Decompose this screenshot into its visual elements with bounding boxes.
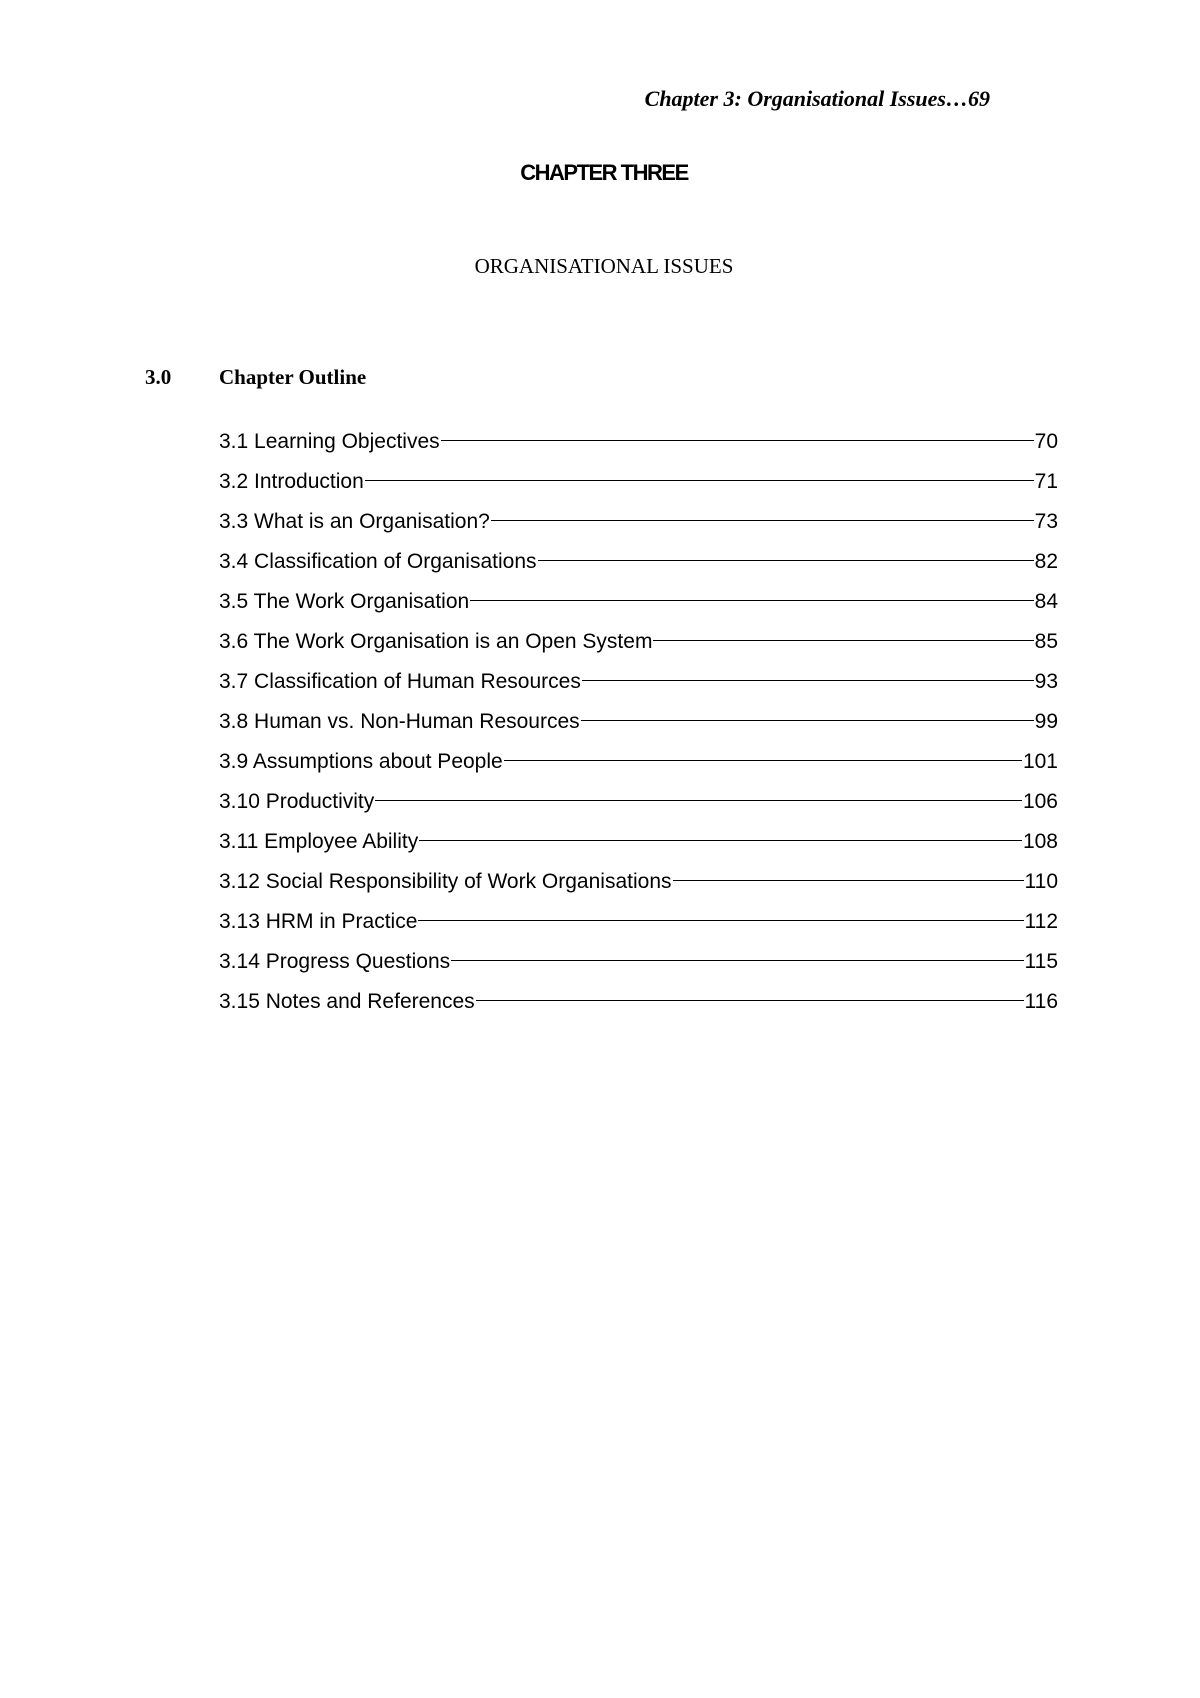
- toc-entry-page: 112: [1024, 910, 1058, 933]
- outline-number: 3.0: [145, 365, 172, 389]
- toc-leader-line: [476, 1000, 1024, 1001]
- table-of-contents: [219, 427, 1058, 1027]
- toc-entry: [219, 867, 1058, 907]
- toc-entry-title: 3.2 Introduction: [219, 470, 364, 493]
- toc-entry: [219, 787, 1058, 827]
- toc-entry-title: 3.5 The Work Organisation: [219, 590, 470, 613]
- toc-entry: [219, 627, 1058, 667]
- toc-entry-page: 99: [1034, 710, 1058, 733]
- running-header: Chapter 3: Organisational Issues…69: [644, 86, 990, 111]
- toc-leader-line: [582, 680, 1034, 681]
- toc-entry-title: 3.9 Assumptions about People: [219, 750, 503, 773]
- toc-entry: [219, 467, 1058, 507]
- toc-entry-page: 73: [1034, 510, 1058, 533]
- toc-entry-page: 71: [1034, 470, 1058, 493]
- toc-leader-line: [451, 960, 1023, 961]
- toc-entry: [219, 667, 1058, 707]
- toc-entry-page: 108: [1022, 830, 1058, 853]
- toc-entry-title: 3.4 Classification of Organisations: [219, 550, 537, 573]
- toc-leader-line: [419, 840, 1022, 841]
- toc-entry: [219, 947, 1058, 987]
- toc-leader-line: [418, 920, 1023, 921]
- toc-entry-page: 110: [1024, 870, 1058, 893]
- toc-leader-line: [491, 520, 1034, 521]
- toc-entry-page: 116: [1024, 990, 1058, 1013]
- toc-leader-line: [441, 440, 1034, 441]
- toc-leader-line: [581, 720, 1034, 721]
- toc-entry-page: 115: [1024, 950, 1058, 973]
- toc-entry-title: 3.3 What is an Organisation?: [219, 510, 490, 533]
- toc-leader-line: [365, 480, 1034, 481]
- toc-entry-title: 3.6 The Work Organisation is an Open System: [219, 630, 653, 653]
- toc-entry-page: 93: [1034, 670, 1058, 693]
- toc-entry-title: 3.11 Employee Ability: [219, 830, 419, 853]
- toc-entry: [219, 427, 1058, 467]
- toc-entry: [219, 507, 1058, 547]
- chapter-label: CHAPTER THREE: [520, 160, 688, 185]
- toc-entry-title: 3.13 HRM in Practice: [219, 910, 418, 933]
- toc-entry-title: 3.14 Progress Questions: [219, 950, 451, 973]
- toc-leader-line: [375, 800, 1022, 801]
- toc-entry-title: 3.15 Notes and References: [219, 990, 475, 1013]
- toc-leader-line: [653, 640, 1033, 641]
- toc-entry: [219, 707, 1058, 747]
- toc-entry-title: 3.12 Social Responsibility of Work Organisations: [219, 870, 672, 893]
- toc-entry: [219, 547, 1058, 587]
- toc-entry-page: 101: [1022, 750, 1058, 773]
- outline-heading: [145, 362, 366, 392]
- toc-entry-page: 70: [1034, 430, 1058, 453]
- toc-leader-line: [538, 560, 1034, 561]
- toc-entry-page: 85: [1034, 630, 1058, 653]
- toc-entry-title: 3.10 Productivity: [219, 790, 375, 813]
- outline-title: Chapter Outline: [219, 365, 367, 389]
- toc-entry-title: 3.7 Classification of Human Resources: [219, 670, 581, 693]
- toc-entry-page: 106: [1022, 790, 1058, 813]
- toc-entry: [219, 587, 1058, 627]
- chapter-title: ORGANISATIONAL ISSUES: [474, 254, 734, 278]
- toc-entry: [219, 907, 1058, 947]
- toc-entry-page: 84: [1034, 590, 1058, 613]
- toc-entry: [219, 987, 1058, 1027]
- toc-leader-line: [673, 880, 1024, 881]
- toc-leader-line: [504, 760, 1022, 761]
- toc-entry: [219, 747, 1058, 787]
- toc-entry: [219, 827, 1058, 867]
- toc-entry-title: 3.1 Learning Objectives: [219, 430, 440, 453]
- toc-entry-page: 82: [1034, 550, 1058, 573]
- toc-leader-line: [470, 600, 1033, 601]
- toc-entry-title: 3.8 Human vs. Non-Human Resources: [219, 710, 580, 733]
